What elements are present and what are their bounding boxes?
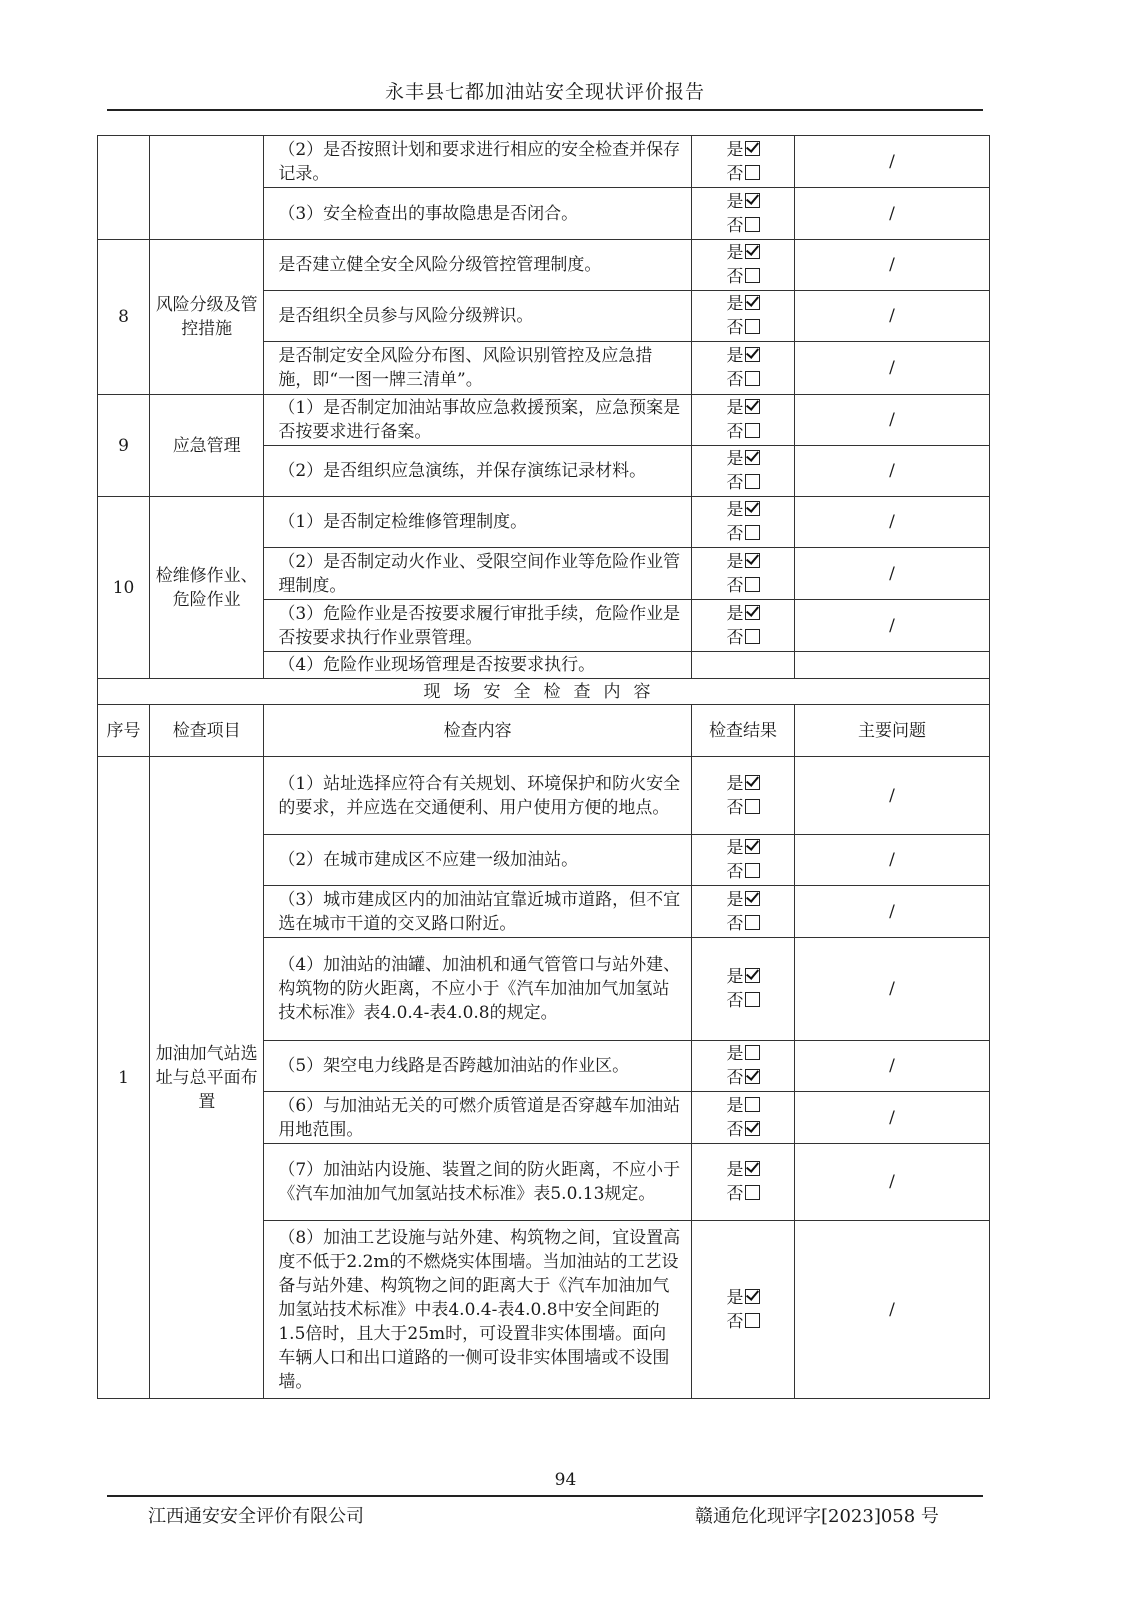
result-no-line (692, 471, 794, 495)
result-yes-line (692, 1094, 794, 1118)
column-header-content: 检查内容 (264, 705, 692, 757)
table-row (98, 240, 990, 291)
result-yes-label: 是 (726, 243, 744, 263)
result-yes-label: 是 (726, 346, 744, 366)
result-yes-line (692, 1286, 794, 1310)
result-yes-checkbox (745, 295, 760, 310)
item-number: 9 (98, 395, 150, 497)
result-yes-line (692, 241, 794, 265)
result-yes-label: 是 (726, 551, 744, 572)
result-yes-line (692, 888, 794, 912)
result-no-label: 否 (726, 215, 744, 236)
result-yes-checkbox (745, 968, 760, 983)
result-no-line (692, 796, 794, 820)
check-result (691, 757, 794, 835)
main-problem: / (795, 835, 990, 886)
footer-company: 江西通安安全评价有限公司 (148, 1506, 364, 1527)
check-content: （6）与加油站无关的可燃介质管道是否穿越车加油站用地范围。 (264, 1092, 692, 1144)
check-result (691, 1221, 794, 1399)
result-no-checkbox (745, 165, 760, 180)
table-row (98, 136, 990, 188)
footer-rule (107, 1495, 983, 1497)
column-header-item: 检查项目 (150, 705, 264, 757)
main-problem: / (795, 1221, 990, 1399)
main-problem-empty (795, 652, 990, 679)
result-yes-line (692, 1158, 794, 1182)
result-no-line (692, 989, 794, 1013)
check-content: （5）架空电力线路是否跨越加油站的作业区。 (264, 1041, 692, 1092)
result-yes-checkbox (745, 1045, 760, 1060)
result-yes-label: 是 (726, 449, 744, 469)
result-yes-checkbox (745, 1097, 760, 1112)
result-yes-checkbox (745, 553, 760, 568)
check-result-empty (691, 652, 794, 679)
result-yes-checkbox (745, 501, 760, 516)
footer-report-code: 赣通危化现评字[2023]058 号 (695, 1506, 939, 1527)
result-no-line (692, 912, 794, 936)
page-number: 94 (554, 1470, 577, 1490)
item-number: 1 (98, 757, 150, 1399)
result-yes-line (692, 396, 794, 420)
result-no-line (692, 162, 794, 186)
result-no-checkbox (745, 1069, 760, 1084)
result-no-label: 否 (726, 163, 744, 184)
result-no-checkbox (745, 577, 760, 592)
check-content: （3）城市建成区内的加油站宜靠近城市道路，但不宜选在城市干道的交叉路口附近。 (264, 886, 692, 938)
main-problem: / (795, 938, 990, 1041)
result-yes-checkbox (745, 1161, 760, 1176)
result-yes-label: 是 (726, 1160, 744, 1180)
result-yes-label: 是 (726, 500, 744, 520)
check-content: （2）是否制定动火作业、受限空间作业等危险作业管理制度。 (264, 548, 692, 600)
inspection-table-body (98, 136, 990, 1399)
result-yes-line (692, 602, 794, 626)
result-no-line (692, 214, 794, 238)
result-no-line (692, 1310, 794, 1334)
result-yes-line (692, 138, 794, 162)
result-no-checkbox (745, 423, 760, 438)
result-no-label: 否 (726, 473, 744, 493)
result-no-line (692, 574, 794, 598)
result-no-line (692, 1118, 794, 1142)
result-yes-checkbox (745, 347, 760, 362)
result-yes-label: 是 (726, 294, 744, 314)
check-content: （1）是否制定检维修管理制度。 (264, 497, 692, 548)
header-rule (107, 109, 983, 111)
result-no-checkbox (745, 371, 760, 386)
item-number-continued (98, 136, 150, 240)
item-name: 应急管理 (150, 395, 264, 497)
result-no-checkbox (745, 863, 760, 878)
main-problem: / (795, 188, 990, 240)
check-content: （4）危险作业现场管理是否按要求执行。 (264, 652, 692, 679)
check-content: （8）加油工艺设施与站外建、构筑物之间，宜设置高度不低于2.2m的不燃烧实体围墙。当加油站的工艺设备与站外建、构筑物之间的距离大于《汽车加油加气加氢站技术标准》中表4.0.4-表4.0.8中安全间距的1.5倍时，且大于25m时，可设置非实体围墙。面向车辆人口和出口道路的一侧可设非实体围墙或不设围墙。 (264, 1221, 692, 1399)
result-no-label: 否 (726, 370, 744, 390)
result-yes-label: 是 (726, 1287, 744, 1308)
result-yes-checkbox (745, 450, 760, 465)
check-result (691, 136, 794, 188)
check-result (691, 1144, 794, 1221)
result-yes-line (692, 292, 794, 316)
result-yes-checkbox (745, 399, 760, 414)
check-result (691, 1092, 794, 1144)
result-no-checkbox (745, 525, 760, 540)
result-no-label: 否 (726, 862, 744, 882)
result-yes-line (692, 836, 794, 860)
check-content: 是否组织全员参与风险分级辨识。 (264, 291, 692, 342)
result-no-label: 否 (726, 1311, 744, 1332)
main-problem: / (795, 497, 990, 548)
page-header-title: 永丰县七都加油站安全现状评价报告 (384, 81, 705, 103)
result-no-line (692, 420, 794, 444)
check-result (691, 291, 794, 342)
result-yes-label: 是 (726, 191, 744, 212)
check-content: （4）加油站的油罐、加油机和通气管管口与站外建、构筑物的防火距离，不应小于《汽车加油加气加氢站技术标准》表4.0.4-表4.0.8的规定。 (264, 938, 692, 1041)
result-yes-checkbox (745, 141, 760, 156)
result-no-checkbox (745, 217, 760, 232)
check-result (691, 395, 794, 446)
result-no-label: 否 (726, 1068, 744, 1088)
check-content: （3）危险作业是否按要求履行审批手续，危险作业是否按要求执行作业票管理。 (264, 600, 692, 652)
main-problem: / (795, 395, 990, 446)
result-no-label: 否 (726, 1184, 744, 1204)
main-problem: / (795, 446, 990, 497)
check-result (691, 938, 794, 1041)
result-yes-checkbox (745, 193, 760, 208)
result-no-checkbox (745, 799, 760, 814)
item-name-continued (150, 136, 264, 240)
column-header-problem: 主要问题 (795, 705, 990, 757)
result-no-label: 否 (726, 991, 744, 1011)
check-content: （7）加油站内设施、装置之间的防火距离，不应小于《汽车加油加气加氢站技术标准》表5.0.13规定。 (264, 1144, 692, 1221)
section-banner: 现场安全检查内容 (98, 679, 990, 705)
result-no-label: 否 (726, 1119, 744, 1140)
result-yes-checkbox (745, 244, 760, 259)
check-result (691, 835, 794, 886)
check-result (691, 1041, 794, 1092)
result-yes-label: 是 (726, 889, 744, 910)
result-no-line (692, 1066, 794, 1090)
result-yes-checkbox (745, 775, 760, 790)
result-yes-checkbox (745, 1289, 760, 1304)
main-problem: / (795, 1144, 990, 1221)
result-no-checkbox (745, 992, 760, 1007)
main-problem: / (795, 136, 990, 188)
result-no-checkbox (745, 629, 760, 644)
check-result (691, 188, 794, 240)
result-yes-line (692, 190, 794, 214)
check-content: （1）站址选择应符合有关规划、环境保护和防火安全的要求，并应选在交通便利、用户使用方便的地点。 (264, 757, 692, 835)
result-no-label: 否 (726, 797, 744, 818)
main-problem: / (795, 291, 990, 342)
result-yes-label: 是 (726, 398, 744, 418)
item-number: 8 (98, 240, 150, 395)
main-problem: / (795, 240, 990, 291)
table-row (98, 395, 990, 446)
result-yes-line (692, 498, 794, 522)
result-no-checkbox (745, 1185, 760, 1200)
result-yes-label: 是 (726, 838, 744, 858)
check-result (691, 600, 794, 652)
result-no-checkbox (745, 319, 760, 334)
result-yes-label: 是 (726, 1044, 744, 1064)
result-no-label: 否 (726, 267, 744, 287)
result-no-checkbox (745, 1121, 760, 1136)
check-content: 是否制定安全风险分布图、风险识别管控及应急措施，即“一图一牌三清单”。 (264, 342, 692, 395)
check-content: （3）安全检查出的事故隐患是否闭合。 (264, 188, 692, 240)
main-problem: / (795, 757, 990, 835)
item-number: 10 (98, 497, 150, 679)
result-yes-checkbox (745, 605, 760, 620)
check-content: （1）是否制定加油站事故应急救援预案，应急预案是否按要求进行备案。 (264, 395, 692, 446)
column-header-result: 检查结果 (691, 705, 794, 757)
result-no-label: 否 (726, 575, 744, 596)
result-no-label: 否 (726, 913, 744, 934)
result-no-checkbox (745, 474, 760, 489)
check-content: 是否建立健全安全风险分级管控管理制度。 (264, 240, 692, 291)
result-yes-line (692, 447, 794, 471)
table-row (98, 679, 990, 705)
result-yes-checkbox (745, 891, 760, 906)
check-result (691, 240, 794, 291)
main-problem: / (795, 1041, 990, 1092)
result-yes-label: 是 (726, 603, 744, 624)
result-yes-label: 是 (726, 967, 744, 987)
main-problem: / (795, 548, 990, 600)
table-row (98, 757, 990, 835)
check-content: （2）是否组织应急演练，并保存演练记录材料。 (264, 446, 692, 497)
result-no-checkbox (745, 915, 760, 930)
result-no-line (692, 860, 794, 884)
result-no-label: 否 (726, 524, 744, 544)
result-yes-line (692, 344, 794, 368)
check-result (691, 497, 794, 548)
result-no-line (692, 1182, 794, 1206)
main-problem: / (795, 886, 990, 938)
result-no-line (692, 522, 794, 546)
result-no-line (692, 626, 794, 650)
table-row (98, 497, 990, 548)
result-yes-label: 是 (726, 139, 744, 160)
result-yes-checkbox (745, 839, 760, 854)
result-no-label: 否 (726, 627, 744, 648)
inspection-table (97, 135, 990, 1399)
check-result (691, 342, 794, 395)
item-name: 检维修作业、危险作业 (150, 497, 264, 679)
check-result (691, 446, 794, 497)
item-name: 加油加气站选址与总平面布置 (150, 757, 264, 1399)
result-no-line (692, 316, 794, 340)
column-header-no: 序号 (98, 705, 150, 757)
check-content: （2）在城市建成区不应建一级加油站。 (264, 835, 692, 886)
result-yes-label: 是 (726, 1095, 744, 1116)
check-content: （2）是否按照计划和要求进行相应的安全检查并保存记录。 (264, 136, 692, 188)
result-no-checkbox (745, 1313, 760, 1328)
result-yes-label: 是 (726, 773, 744, 794)
result-no-label: 否 (726, 422, 744, 442)
result-yes-line (692, 1042, 794, 1066)
result-yes-line (692, 550, 794, 574)
result-no-label: 否 (726, 318, 744, 338)
check-result (691, 886, 794, 938)
result-no-line (692, 368, 794, 392)
main-problem: / (795, 342, 990, 395)
check-result (691, 548, 794, 600)
result-yes-line (692, 772, 794, 796)
table-row (98, 705, 990, 757)
main-problem: / (795, 600, 990, 652)
result-no-line (692, 265, 794, 289)
main-problem: / (795, 1092, 990, 1144)
result-no-checkbox (745, 268, 760, 283)
item-name: 风险分级及管控措施 (150, 240, 264, 395)
result-yes-line (692, 965, 794, 989)
